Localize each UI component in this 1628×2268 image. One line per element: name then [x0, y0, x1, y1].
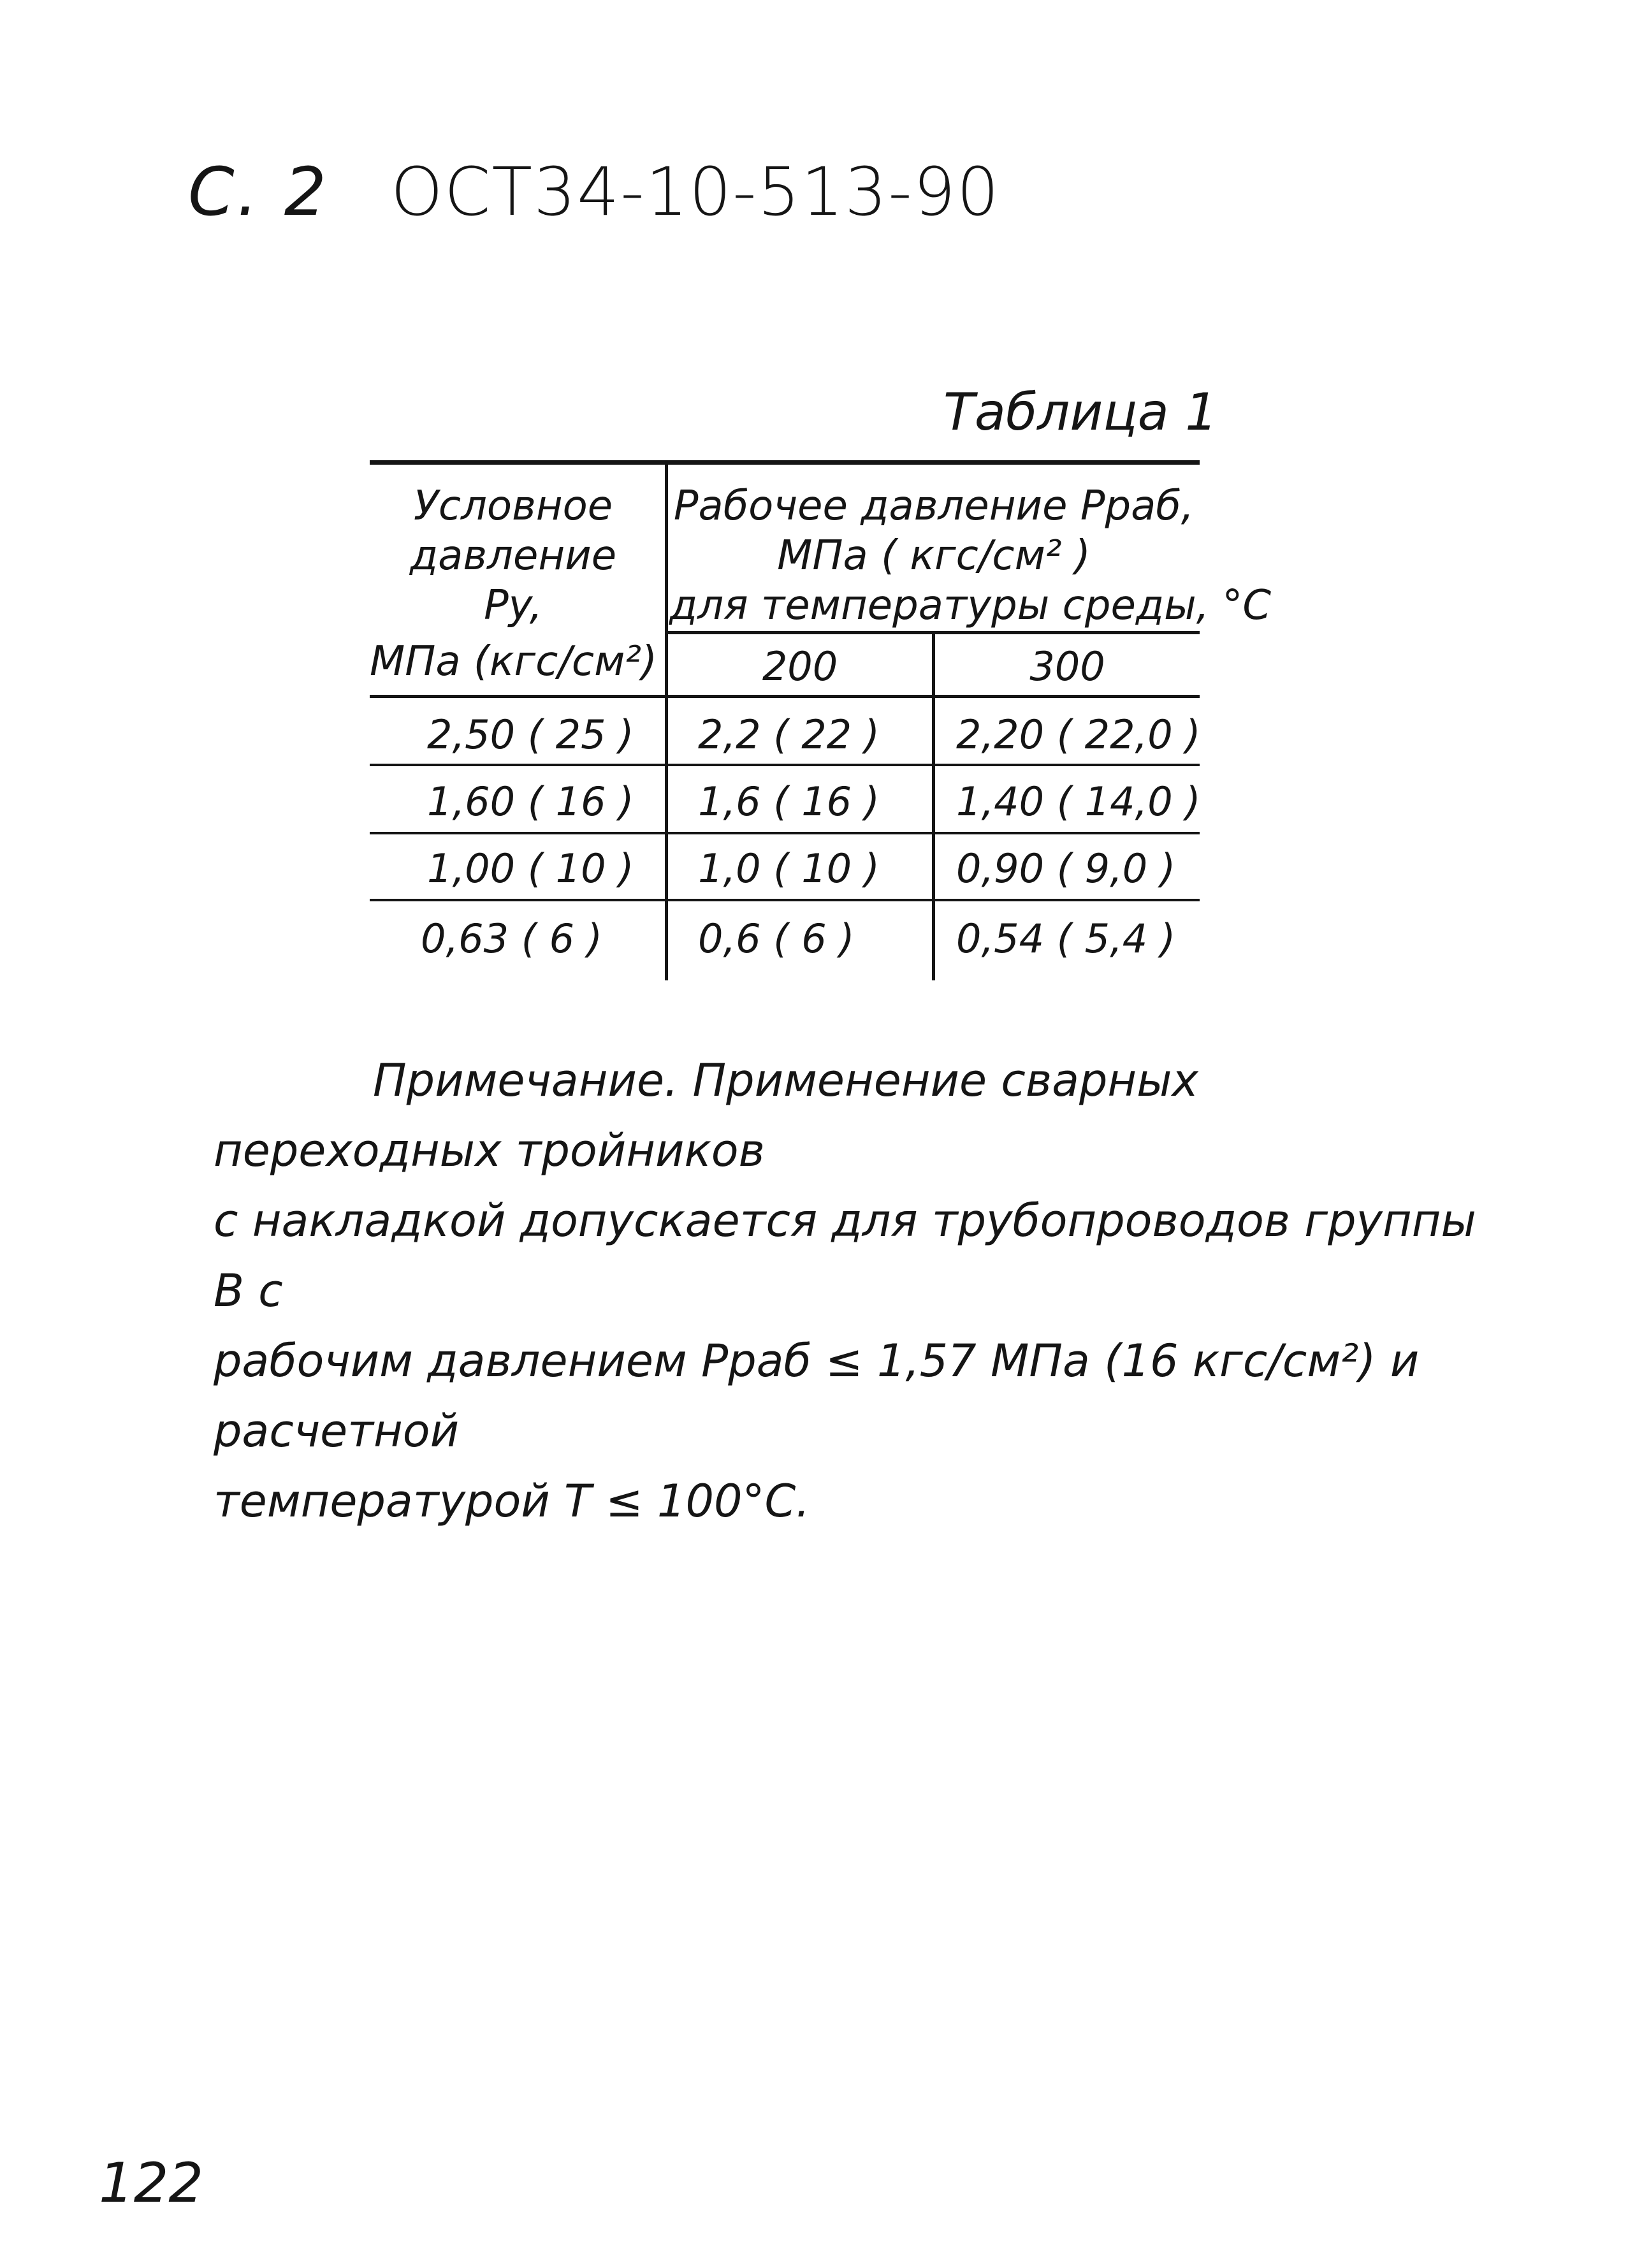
- table-cell-t200: 1,6 ( 16 ): [698, 778, 880, 825]
- table-cell-pu: 2,50 ( 25 ): [427, 711, 634, 758]
- table-cell-pu: 0,63 ( 6 ): [421, 915, 602, 962]
- note-paragraph: [214, 1045, 1488, 1536]
- table-cell-pu: 1,60 ( 16 ): [427, 778, 634, 825]
- table-cell-t200: 1,0 ( 10 ): [698, 845, 880, 892]
- col-header-unit: МПа (кгс/см²): [370, 638, 657, 685]
- standard-code: ОСТ34-10-513-90: [390, 153, 1001, 231]
- table-cell-t200: 0,6 ( 6 ): [698, 915, 855, 962]
- table-cell-t300: 0,54 ( 5,4 ): [956, 915, 1176, 962]
- table-cell-pu: 1,00 ( 10 ): [427, 845, 634, 892]
- note-line: рабочим давлением Рраб ≤ 1,57 МПа (16 кгс/см²) и расчетной: [214, 1335, 1420, 1457]
- table-row-rule: [370, 832, 1200, 834]
- table-divider-main: [665, 464, 668, 980]
- col-header-line: Рабочее давление Рраб,: [673, 483, 1195, 530]
- note-line: Примечание. Применение сварных переходных тройников: [214, 1054, 1198, 1177]
- page-label: С. 2: [188, 153, 329, 231]
- col-header-nominal-pressure: [370, 481, 657, 687]
- table-row-rule: [370, 764, 1200, 766]
- col-header-line: давление: [409, 532, 617, 579]
- table-top-rule: [370, 460, 1200, 465]
- note-line: с накладкой допускается для трубопроводов группы В с: [214, 1195, 1476, 1317]
- table-cell-t200: 2,2 ( 22 ): [698, 711, 880, 758]
- col-header-working-pressure: [669, 481, 1271, 630]
- col-header-line: МПа ( кгс/см² ): [777, 532, 1091, 579]
- document-header: [188, 153, 1000, 231]
- temp-header-200: 200: [762, 643, 838, 690]
- table-row-rule: [370, 899, 1200, 901]
- col-header-line: для температуры среды, °С: [669, 582, 1271, 629]
- col-header-line: Условное: [413, 483, 613, 530]
- note-line: температурой Т ≤ 100°С.: [214, 1475, 810, 1527]
- table-caption: Таблица 1: [943, 382, 1218, 442]
- table-header-rule: [370, 695, 1200, 698]
- table-cell-t300: 1,40 ( 14,0 ): [956, 778, 1201, 825]
- table-cell-t300: 0,90 ( 9,0 ): [956, 845, 1176, 892]
- table-cell-t300: 2,20 ( 22,0 ): [956, 711, 1201, 758]
- temp-header-300: 300: [1029, 643, 1105, 690]
- page-number: 122: [99, 2151, 204, 2215]
- col-header-line: Py,: [484, 582, 542, 629]
